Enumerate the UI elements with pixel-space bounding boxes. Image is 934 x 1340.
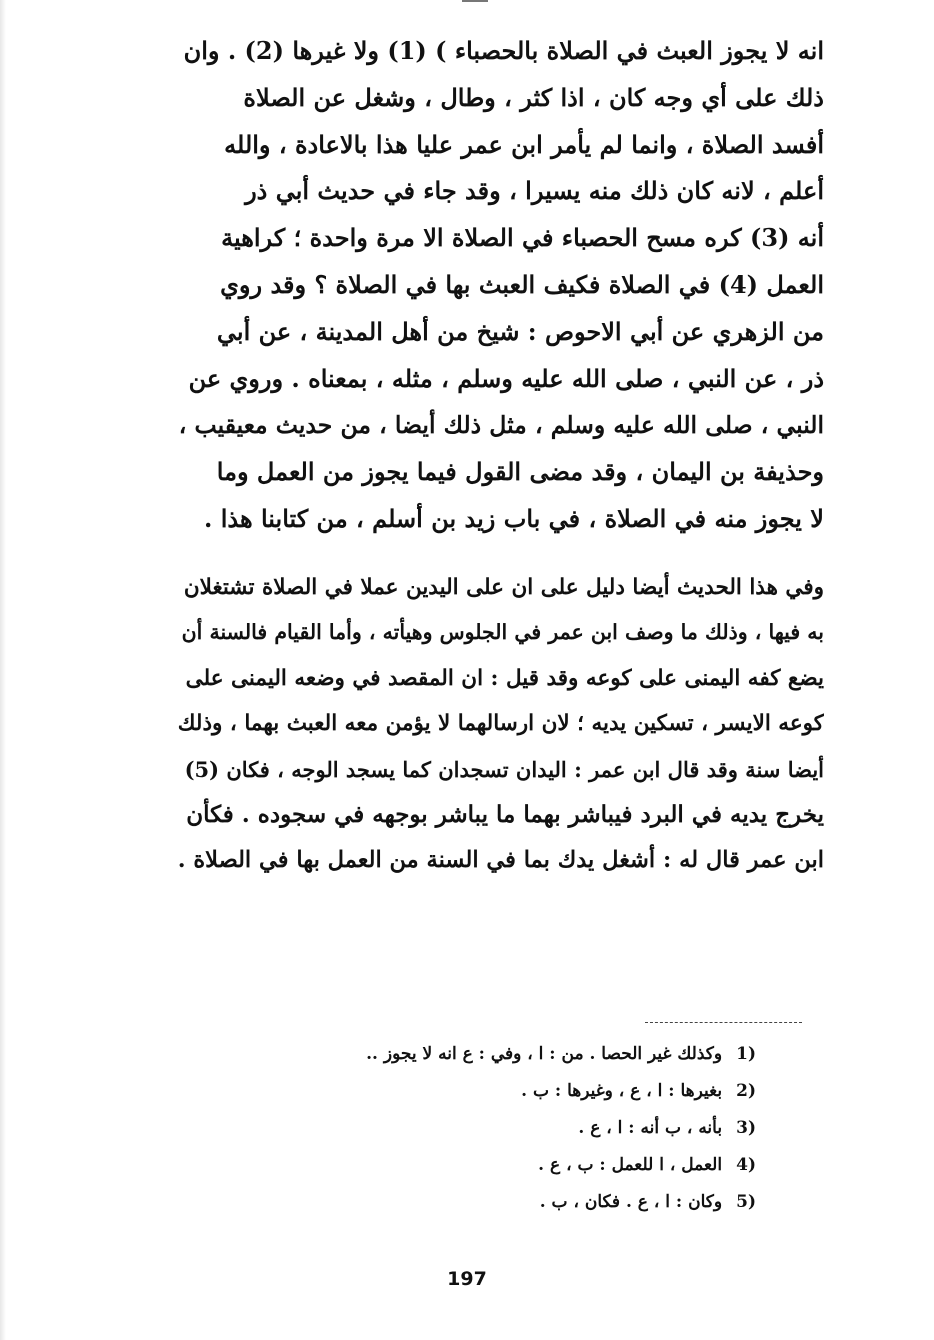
footnote-number: 2): [736, 1081, 756, 1101]
footnote-item: [216, 1073, 756, 1110]
top-scan-mark: [462, 0, 488, 2]
footnote-separator: [645, 1022, 802, 1023]
footnote-number: 3): [736, 1118, 756, 1138]
footnote-item: [216, 1036, 756, 1073]
text-line: من الزهري عن أبي الاحوص : شيخ من أهل المدينة ، عن أبي: [216, 316, 824, 346]
text-line: العمل (4) في الصلاة فكيف العبث بها في الصلاة ؟ وقد روي: [220, 269, 824, 299]
page-body: [178, 28, 824, 883]
footnote-number: 5): [736, 1192, 756, 1212]
text-line: وحذيفة بن اليمان ، وقد مضى القول فيما يجوز من العمل وما: [216, 457, 824, 487]
text-line: انه لا يجوز العبث في الصلاة بالحصباء ) (1) ولا غيرها (2) . وان: [183, 36, 824, 65]
text-line: وفي هذا الحديث أيضا دليل على ان على اليدين عملا في الصلاة تشتغلان: [183, 574, 824, 600]
footnote-text: العمل ، ا للعمل : ب ، ع .: [538, 1155, 723, 1175]
text-line: يخرج يديه في البرد فيباشر بهما ما يباشر بوجهه في سجوده . فكأن: [186, 801, 824, 829]
footnote-text: وكان : ا ، ع . فكان ، ب .: [539, 1192, 723, 1212]
text-line: ابن عمر قال له : أشغل يدك بما في السنة من العمل بها في الصلاة .: [178, 846, 824, 873]
footnote-text: بغيرها : ا ، ع ، وغيرها : ب .: [521, 1081, 723, 1101]
paragraph-1: [178, 28, 824, 543]
text-line: أعلم ، لانه كان ذلك منه يسيرا ، وقد جاء في حديث أبي ذر: [245, 176, 824, 206]
text-line: كوعه الايسر ، تسكين يديه ؛ لان ارسالهما لا يؤمن معه العبث بهما ، وذلك: [178, 711, 824, 737]
footnote-item: [216, 1184, 756, 1221]
text-line: ذلك على أي وجه كان ، اذا كثر ، وطال ، وشغل عن الصلاة: [243, 82, 824, 112]
text-line: أيضا سنة وقد قال ابن عمر : اليدان تسجدان كما يسجد الوجه ، فكان (5): [184, 756, 824, 782]
scan-edge-shadow: [0, 0, 6, 1340]
footnote-text: وكذلك غير الحصا . من : ا ، وفي : ع انه لا يجوز ..: [366, 1044, 723, 1064]
text-line: النبي ، صلى الله عليه وسلم ، مثل ذلك أيضا ، من حديث معيقيب ،: [178, 411, 824, 440]
text-line: أنه (3) كره مسح الحصباء في الصلاة الا مرة واحدة ؛ كراهية: [221, 223, 824, 253]
text-line: لا يجوز منه في الصلاة ، في باب زيد بن أسلم ، من كتابنا هذا .: [204, 503, 824, 533]
text-line: أفسد الصلاة ، وانما لم يأمر ابن عمر عليا هذا بالاعادة ، والله: [224, 129, 824, 159]
footnote-number: 4): [736, 1155, 756, 1175]
footnote-item: [216, 1110, 756, 1147]
text-line: به فيها ، وذلك ما وصف ابن عمر في الجلوس وهيأته ، وأما القيام فالسنة أن: [181, 620, 824, 645]
text-line: ذر ، عن النبي ، صلى الله عليه وسلم ، مثله ، بمعناه . وروي عن: [188, 363, 824, 393]
text-line: يضع كفه اليمنى على كوعه وقد قيل : ان المقصد في وضعه اليمنى على: [185, 665, 824, 691]
footnote-item: [216, 1147, 756, 1184]
footnotes: [216, 1036, 756, 1221]
footnote-number: 1): [736, 1044, 756, 1064]
page-number: 197: [447, 1268, 487, 1290]
paragraph-2: [178, 565, 824, 884]
footnote-text: بأنه ، ب أنه : ا ، ع .: [578, 1118, 723, 1138]
